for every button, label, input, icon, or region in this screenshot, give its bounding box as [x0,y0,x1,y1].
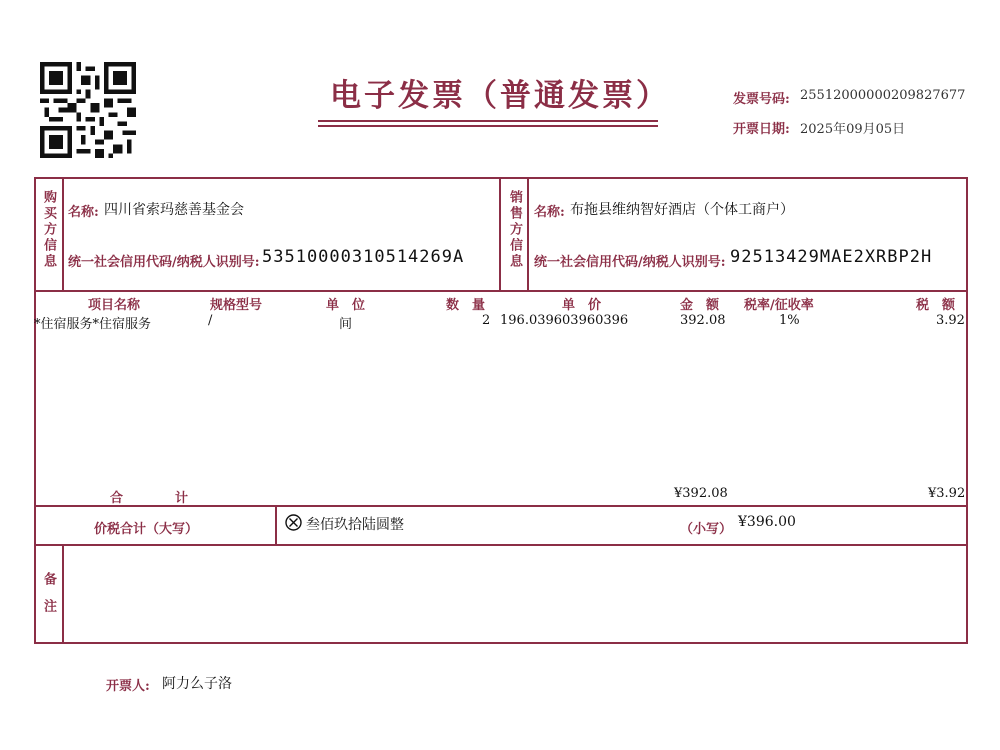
buyer-taxid-label: 统一社会信用代码/纳税人识别号: [68,255,260,270]
party-divider [499,177,501,290]
invoice-number: 25512000000209827677 [800,88,966,103]
seller-label-divider [527,177,529,290]
item-qty: 2 [482,313,491,328]
invoice-date-label: 开票日期: [733,122,790,137]
remarks-label: 备注 [41,572,56,626]
item-unit: 间 [339,317,353,332]
remarks-divider [62,544,64,644]
item-rate: 1% [779,313,800,328]
buyer-name: 四川省索玛慈善基金会 [104,202,244,218]
party-bottom-line [34,290,968,292]
totals-label: 合 计 [110,491,189,506]
invoice-number-label: 发票号码: [733,92,790,107]
buyer-name-label: 名称: [68,205,99,220]
item-tax: 3.92 [936,313,965,328]
item-name: *住宿服务*住宿服务 [34,317,152,332]
title-underline-1 [318,120,658,122]
buyer-label-divider [62,177,64,290]
grand-total-bottom-line [34,544,968,546]
total-amount: ¥392.08 [674,486,728,501]
issuer-label: 开票人: [106,679,150,694]
grand-total-label: 价税合计（大写） [94,522,199,537]
title-underline-2 [318,125,658,127]
col-price-header: 单 价 [562,298,602,313]
item-price: 196.039603960396 [500,313,629,328]
issuer-name: 阿力么子洛 [162,676,232,692]
grand-total-lower: ¥396.00 [738,514,796,530]
item-spec: / [208,313,213,328]
invoice-date: 2025年09月05日 [800,122,906,137]
col-unit-header: 单 位 [326,298,366,313]
circle-x-icon [285,514,302,531]
grand-total-upper: 叁佰玖拾陆圆整 [306,517,404,533]
grand-total-divider [275,505,277,544]
seller-section-label: 销售方信息 [507,190,522,270]
seller-taxid: 92513429MAE2XRBP2H [730,247,933,267]
col-amount-header: 金 额 [680,298,720,313]
seller-name-label: 名称: [534,205,565,220]
col-tax-header: 税 额 [916,298,956,313]
seller-name: 布拖县维纳智好酒店（个体工商户） [570,202,794,218]
seller-taxid-label: 统一社会信用代码/纳税人识别号: [534,255,726,270]
col-item-header: 项目名称 [88,298,141,313]
col-spec-header: 规格型号 [210,298,263,313]
invoice-title: 电子发票（普通发票） [330,78,670,114]
qr-code [40,62,136,158]
total-tax: ¥3.92 [928,486,966,501]
col-qty-header: 数 量 [446,298,486,313]
buyer-taxid: 53510000310514269A [262,247,465,267]
buyer-section-label: 购买方信息 [41,190,56,270]
col-rate-header: 税率/征收率 [744,298,814,313]
item-amount: 392.08 [680,313,726,328]
small-amount-label: （小写） [680,522,733,537]
